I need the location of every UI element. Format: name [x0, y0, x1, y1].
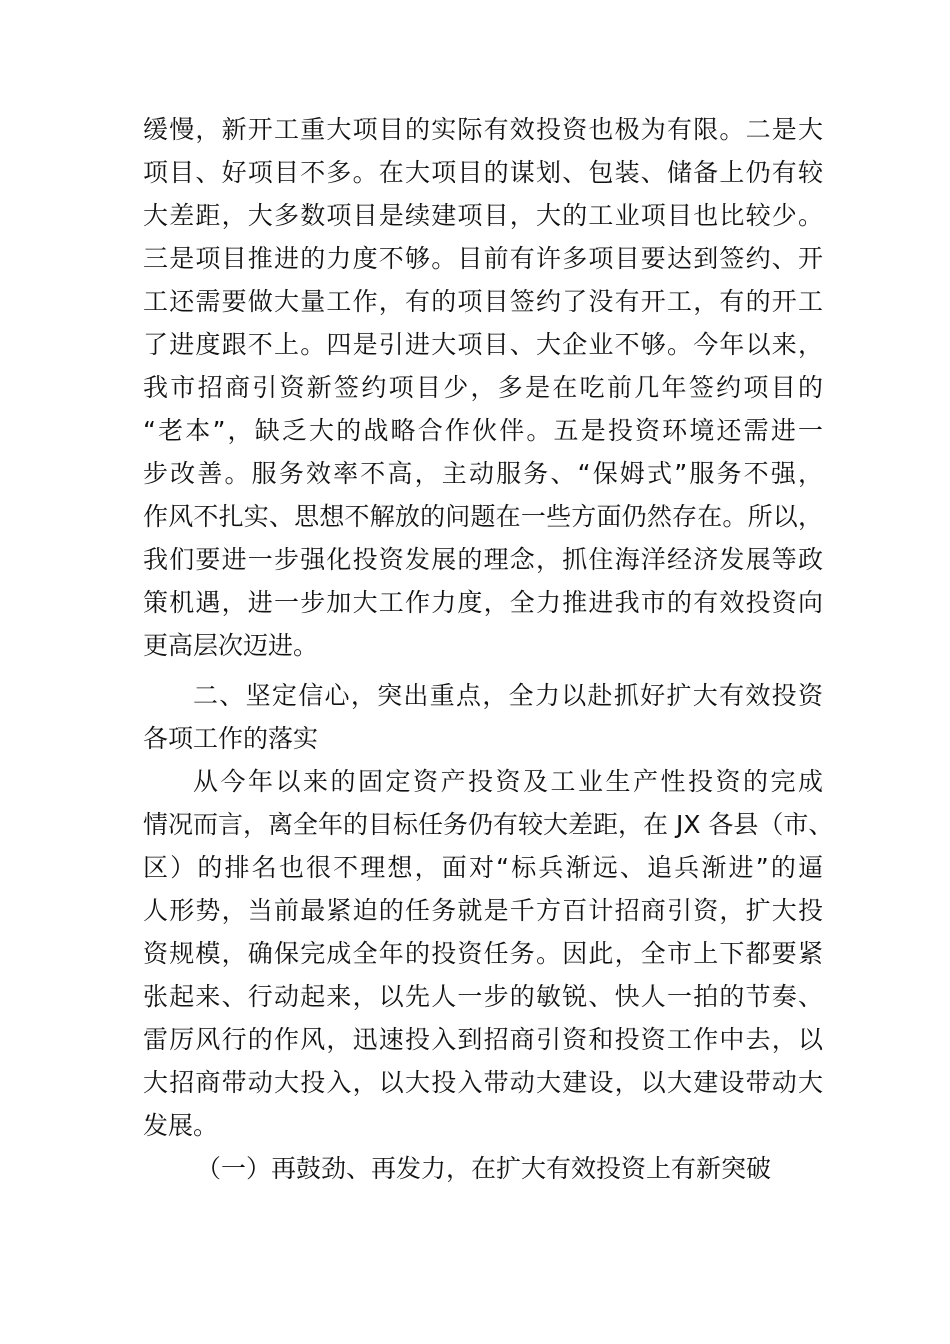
subsection-heading: （一）再鼓劲、再发力，在扩大有效投资上有新突破: [196, 1154, 772, 1183]
paragraph-line: 我市招商引资新签约项目少，多是在吃前几年签约项目的: [143, 373, 823, 402]
paragraph-line: 发展。: [143, 1111, 219, 1140]
section-heading: 各项工作的落实: [143, 724, 319, 753]
paragraph-line: 工还需要做大量工作，有的项目签约了没有开工，有的开工: [143, 287, 823, 316]
paragraph-line: 作风不扎实、思想不解放的问题在一些方面仍然存在。所以，: [143, 502, 823, 531]
paragraph-line: 张起来、行动起来，以先人一步的敏锐、快人一拍的节奏、: [143, 982, 823, 1011]
paragraph-line: 我们要进一步强化投资发展的理念，抓住海洋经济发展等政: [143, 545, 823, 574]
paragraph-line: 缓慢，新开工重大项目的实际有效投资也极为有限。二是大: [143, 115, 823, 144]
paragraph-line: 更高层次迈进。: [143, 631, 319, 660]
paragraph-line: 了进度跟不上。四是引进大项目、大企业不够。今年以来，: [143, 330, 823, 359]
paragraph-line: 人形势，当前最紧迫的任务就是千方百计招商引资，扩大投: [143, 896, 823, 925]
paragraph-line: 三是项目推进的力度不够。目前有许多项目要达到签约、开: [143, 244, 823, 273]
paragraph-line: 大差距，大多数项目是续建项目，大的工业项目也比较少。: [143, 201, 823, 230]
section-heading: 二、坚定信心，突出重点，全力以赴抓好扩大有效投资: [193, 681, 823, 710]
paragraph-line: 项目、好项目不多。在大项目的谋划、包装、储备上仍有较: [143, 158, 823, 187]
paragraph-line: 大招商带动大投入，以大投入带动大建设，以大建设带动大: [143, 1068, 823, 1097]
paragraph-line: 情况而言，离全年的目标任务仍有较大差距，在 JX 各县（市、: [143, 810, 834, 839]
paragraph-line: 从今年以来的固定资产投资及工业生产性投资的完成: [193, 767, 823, 796]
paragraph-line: 区）的排名也很不理想，面对“标兵渐远、追兵渐进”的逼: [143, 853, 823, 882]
paragraph-line: “老本”，缺乏大的战略合作伙伴。五是投资环境还需进一: [143, 416, 823, 445]
paragraph-line: 雷厉风行的作风，迅速投入到招商引资和投资工作中去，以: [143, 1025, 823, 1054]
paragraph-line: 资规模，确保完成全年的投资任务。因此，全市上下都要紧: [143, 939, 823, 968]
paragraph-line: 步改善。服务效率不高，主动服务、“保姆式”服务不强，: [143, 459, 823, 488]
paragraph-line: 策机遇，进一步加大工作力度，全力推进我市的有效投资向: [143, 588, 823, 617]
